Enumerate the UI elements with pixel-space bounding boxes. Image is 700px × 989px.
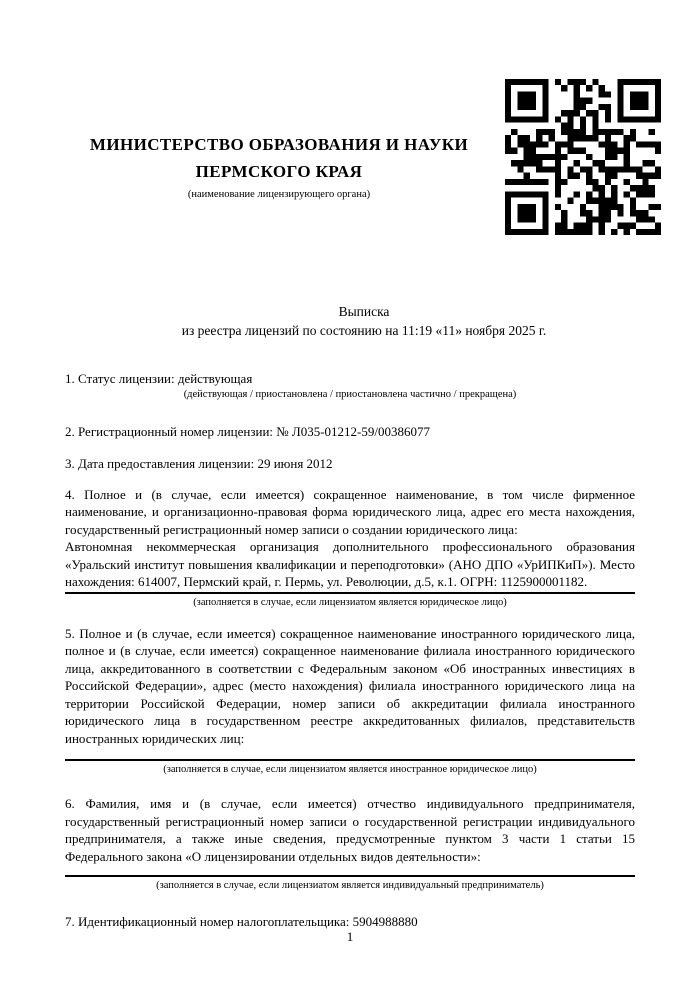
document-title-line-2: из реестра лицензий по состоянию на 11:19 «11» ноября 2025 г. [181,323,547,338]
item-5-foreign-entity-label: 5. Полное и (в случае, если имеется) сокращенное наименование иностранного юридического лица, полное и (в случае, если имеется) сокращенное наименование филиала иностранного юридического лица, аккредитованного в соответствии с Федеральным законом «Об иностранных инвестициях в Российской Федерации», адрес (место нахождения) филиала иностранного юридического лица на территории Российской Федерации, номер записи об аккредитации филиала иностранного юридического лица в государственном реестре аккредитованных филиалов, представительств иностранных юридических лиц: [65,625,635,746]
item-4-legal-entity-label: 4. Полное и (в случае, если имеется) сокращенное наименование, в том числе фирменное наименование, и организационно-правовая форма юридического лица, адрес его места нахождения, государственный регистрационный номер записи о создании юридического лица: [65,486,635,537]
page-number: 1 [346,929,354,944]
item-6-individual-label: 6. Фамилия, имя и (в случае, если имеется) отчество индивидуального предпринимателя, государственный регистрационный номер записи о государственной регистрации индивидуального предпринимателя, а также иные сведения, предусмотренные пунктом 3 части 1 статьи 15 Федерального закона «О лицензировании отдельных видов деятельности»: [65,796,635,864]
item-3-grant-date: 3. Дата предоставления лицензии: 29 июня 2012 [65,456,333,471]
ministry-name-line-1: МИНИСТЕРСТВО ОБРАЗОВАНИЯ И НАУКИ [89,135,469,154]
item-6-individual-caption: (заполняется в случае, если лицензиатом является индивидуальный предприниматель) [156,880,544,891]
item-4-legal-entity-value: Автономная некоммерческая организация дополнительного профессионального образования «Уральский институт повышения квалификации и переподготовки» (АНО ДПО «УрИПКиП»). Место нахождения: 614007, Пермский край, г. Пермь, ул. Революции, д.5, к.1. ОГРН: 1125900001182. [65,538,635,594]
qr-code-image [505,78,661,236]
item-5-foreign-entity-blank-line [65,747,635,761]
document-header [65,0,635,240]
item-1-license-status: 1. Статус лицензии: действующая [65,371,253,386]
item-4-legal-entity-caption: (заполняется в случае, если лицензиатом является юридическое лицо) [193,596,507,608]
document-title [79,302,649,340]
item-6-individual-blank-line [65,865,635,877]
licensing-authority-block [65,131,493,201]
ministry-name-line-2: ПЕРМСКОГО КРАЯ [195,162,363,181]
item-1-status-options-caption: (действующая / приостановлена / приостановлена частично / прекращена) [183,388,517,400]
item-7-taxpayer-id: 7. Идентификационный номер налогоплательщика: 5904988880 [65,914,418,929]
item-2-registration-number: 2. Регистрационный номер лицензии: № Л035-01212-59/00386077 [65,423,431,439]
licensing-authority-caption: (наименование лицензирующего органа) [187,189,371,200]
document-title-line-1: Выписка [338,304,390,319]
item-5-foreign-entity-caption: (заполняется в случае, если лицензиатом является иностранное юридическое лицо) [163,764,537,775]
